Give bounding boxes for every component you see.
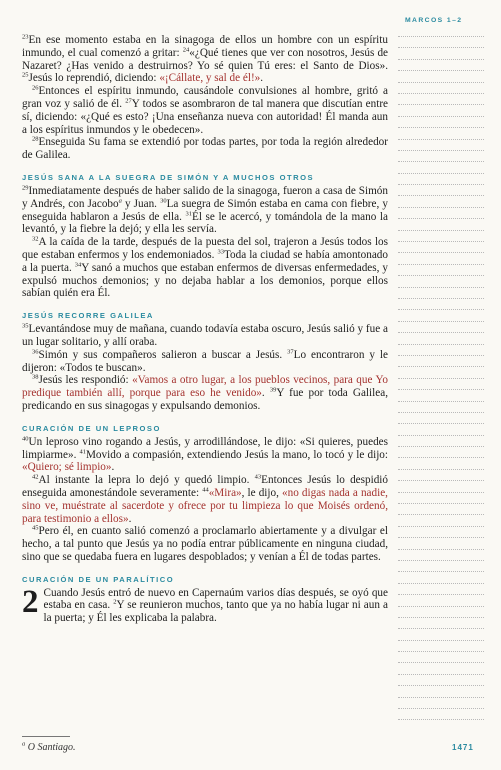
paragraph: [22, 474, 388, 525]
paragraph-text: [22, 474, 388, 525]
note-line: [398, 549, 484, 550]
note-line: [398, 309, 484, 310]
note-line: [398, 412, 484, 413]
note-line: [398, 332, 484, 333]
section-heading: CURACIÓN DE UN PARALÍTICO: [22, 574, 175, 584]
note-line: [398, 560, 484, 561]
verse-number: 27: [125, 97, 132, 105]
paragraph: [22, 436, 388, 474]
verse-text: Un leproso vino rogando a Jesús, y arrodillándose, le dijo: «Si quieres, puedes limpiarme».: [22, 435, 388, 461]
note-line: [398, 344, 484, 345]
note-line: [398, 264, 484, 265]
note-line: [398, 184, 484, 185]
paragraph-text: [22, 85, 388, 136]
note-line: [398, 674, 484, 675]
verse-number: 26: [32, 84, 39, 92]
section-0: [22, 34, 388, 162]
note-line: [398, 70, 484, 71]
chapter-number: 2: [22, 583, 39, 620]
paragraph-text: [22, 374, 388, 412]
verse-text: Simón y sus compañeros salieron a buscar a Jesús.: [38, 348, 288, 361]
verse-number: 36: [32, 348, 39, 355]
verse-number: 34: [74, 261, 82, 269]
note-line: [398, 241, 484, 242]
note-line: [398, 583, 484, 584]
verse-text: .: [111, 461, 115, 474]
verse-text: Movido a compasión, extendiendo Jesús la mano, lo tocó y le dijo:: [85, 448, 389, 461]
verse-text: Y se reunieron muchos, tanto que ya no había lugar ni aun a la puerta; y Él les explicaba la palabra.: [43, 599, 388, 625]
note-line: [398, 252, 484, 253]
note-line: [398, 173, 484, 174]
note-line: [398, 469, 484, 470]
verse-text: Pero él, en cuanto salió comenzó a proclamarlo abiertamente y a divulgar el hecho, a tal punto que Jesús ya no podía entrar públicamente en ninguna ciudad, sino que se quedaba fuera en lugares despoblados; y venían a Él de todas partes.: [22, 525, 388, 563]
note-line: [398, 606, 484, 607]
note-line: [398, 36, 484, 37]
verse-number: 38: [32, 373, 39, 381]
paragraph-text: [22, 136, 388, 162]
note-line: [398, 218, 484, 219]
verse-text: «¿Qué tienes que ver con nosotros, Jesús de Nazaret? ¿Has venido a destruirnos? Yo sé quien Tú eres: el Santo de Dios».: [22, 46, 389, 72]
verse-number: 43: [254, 473, 262, 481]
footnote-marker: a: [22, 740, 26, 748]
verse-text: Cuando Jesús entró de nuevo en Capernaúm varios días después, se oyó que estaba en casa.: [43, 586, 388, 612]
verse-text: Jesús les respondió:: [38, 374, 133, 387]
footnote-rule: [22, 736, 70, 737]
verse-number: 44: [202, 486, 209, 494]
verse-number: 40: [22, 434, 29, 442]
words-of-jesus: «Vamos a otro lugar, a los pueblos vecinos, para que Yo predique también allí, porque para eso he venido»: [22, 374, 388, 400]
note-line: [398, 662, 484, 663]
note-line: [398, 651, 484, 652]
note-line: [398, 697, 484, 698]
verse-text: Jesús lo reprendió, diciendo:: [28, 72, 160, 85]
words-of-jesus: «¡Cállate, y sal de él!»: [159, 72, 261, 85]
paragraph-text: [22, 436, 388, 474]
verse-number: 32: [32, 235, 39, 243]
verse-text: , le dijo,: [241, 486, 283, 499]
verse-number: 42: [32, 473, 39, 481]
paragraph: [22, 34, 388, 85]
section-2: [22, 311, 388, 413]
note-line: [398, 230, 484, 231]
note-line: [398, 389, 484, 390]
note-line: [398, 526, 484, 527]
verse-number: 31: [185, 209, 192, 217]
footnote-text: O Santiago.: [27, 742, 76, 753]
paragraph-text: [22, 323, 388, 349]
verse-text: Inmediatamente después de haber salido de la sinagoga, fueron a casa de Simón y Andrés, con Jacobo: [22, 184, 388, 210]
notes-column: [398, 36, 484, 726]
verse-text: .: [261, 387, 270, 400]
note-line: [398, 275, 484, 276]
note-line: [398, 150, 484, 151]
note-line: [398, 195, 484, 196]
note-line: [398, 719, 484, 720]
main-text-column: [22, 34, 388, 625]
paragraph: [22, 323, 388, 349]
note-line: [398, 492, 484, 493]
note-line: [398, 127, 484, 128]
verse-text: Toda la ciudad se había amontonado a la puerta.: [22, 248, 388, 274]
section-heading: JESÚS RECORRE GALILEA: [22, 311, 154, 321]
note-line: [398, 503, 484, 504]
running-header: MARCOS 1–2: [405, 17, 463, 24]
verse-number: 29: [22, 184, 29, 192]
paragraph: [22, 349, 388, 375]
verse-text: A la caída de la tarde, después de la puesta del sol, trajeron a Jesús todos los que estaban enfermos y los endemoniados.: [22, 236, 388, 261]
section-heading: CURACIÓN DE UN LEPROSO: [22, 423, 161, 433]
note-line: [398, 708, 484, 709]
verse-text: Entonces Jesús lo despidió enseguida amonestándole severamente:: [22, 474, 389, 499]
chapter-text: [44, 587, 389, 625]
verse-number: 41: [79, 447, 86, 455]
verse-text: .: [260, 72, 264, 85]
words-of-jesus: «Mira»: [208, 486, 242, 499]
paragraph-text: [22, 185, 388, 236]
verse-text: Entonces el espíritu inmundo, causándole convulsiones al hombre, gritó a gran voz y salió de él.: [22, 85, 388, 110]
paragraph: [22, 525, 388, 563]
chapter-paragraph: [22, 583, 388, 625]
paragraph-text: [22, 34, 388, 85]
note-line: [398, 207, 484, 208]
verse-number: 33: [217, 248, 224, 256]
note-line: [398, 116, 484, 117]
verse-number: 24: [182, 46, 190, 54]
note-line: [398, 93, 484, 94]
verse-text: Enseguida Su fama se extendió por todas partes, por toda la región alrededor de Galilea.: [22, 136, 388, 162]
verse-text: Lo encontraron y le dijeron: «Todos te buscan».: [22, 348, 388, 374]
note-line: [398, 59, 484, 60]
note-line: [398, 640, 484, 641]
note-line: [398, 423, 484, 424]
verse-text: En ese momento estaba en la sinagoga de ellos un hombre con un espíritu inmundo, el cual comenzó a gritar:: [22, 34, 388, 59]
note-line: [398, 685, 484, 686]
note-line: [398, 366, 484, 367]
paragraph: [22, 85, 388, 136]
verse-text: Al instante la lepra lo dejó y quedó limpio.: [38, 474, 255, 487]
note-line: [398, 378, 484, 379]
verse-text: .: [128, 512, 132, 525]
note-line: [398, 161, 484, 162]
note-line: [398, 298, 484, 299]
note-line: [398, 594, 484, 595]
note-line: [398, 514, 484, 515]
page-number: 1471: [452, 743, 474, 752]
note-line: [398, 617, 484, 618]
words-of-jesus: «no digas nada a nadie, sino ve, muéstrate al sacerdote y ofrece por tu limpieza lo que Moisés ordenó, para testimonio a ellos»: [22, 486, 388, 525]
footnote-ref: a: [118, 197, 122, 205]
paragraph: [22, 136, 388, 162]
note-line: [398, 401, 484, 402]
note-line: [398, 537, 484, 538]
verse-text: Y todos se asombraron de tal manera que discutían entre sí, diciendo: «¿Qué es esto? ¡Una enseñanza nueva con autoridad! Él manda aun a los espíritus inmundos y le obedecen».: [22, 97, 389, 136]
verse-number: 37: [287, 348, 294, 355]
verse-number: 39: [269, 386, 277, 394]
verse-number: 2: [113, 598, 117, 606]
verse-number: 25: [22, 71, 29, 79]
note-line: [398, 47, 484, 48]
verse-number: 23: [22, 33, 29, 41]
note-line: [398, 435, 484, 436]
note-line: [398, 355, 484, 356]
note-line: [398, 139, 484, 140]
paragraph: [22, 185, 388, 236]
paragraph: [22, 374, 388, 412]
note-line: [398, 104, 484, 105]
section-1: [22, 173, 388, 300]
verse-text: Y fue por toda Galilea, predicando en sus sinagogas y expulsando demonios.: [22, 387, 388, 412]
note-line: [398, 287, 484, 288]
paragraph-text: [22, 525, 388, 563]
footnote: [22, 742, 76, 753]
note-line: [398, 571, 484, 572]
paragraph-text: [22, 236, 388, 300]
verse-text: La suegra de Simón estaba en cama con fiebre, y enseguida hablaron a Jesús de ella.: [22, 197, 388, 223]
verse-text: y Juan.: [121, 197, 161, 210]
note-line: [398, 480, 484, 481]
verse-number: 28: [32, 135, 39, 143]
verse-number: 45: [32, 524, 39, 532]
verse-text: Él se le acercó, y tomándola de la mano la levantó, y la fiebre la dejó; y ella les servía.: [22, 210, 388, 236]
note-line: [398, 82, 484, 83]
section-4: [22, 575, 388, 625]
verse-text: Y sanó a muchos que estaban enfermos de diversas enfermedades, y expulsó muchos demonios; y no dejaba hablar a los demonios, porque ellos sabían quién era Él.: [22, 261, 388, 300]
note-line: [398, 457, 484, 458]
paragraph: [22, 236, 388, 300]
verse-number: 35: [22, 322, 29, 330]
note-line: [398, 628, 484, 629]
paragraph-text: [22, 349, 388, 375]
words-of-jesus: «Quiero; sé limpio»: [22, 461, 112, 474]
verse-text: Levantándose muy de mañana, cuando todavía estaba oscuro, Jesús salió y fue a un lugar solitario, y allí oraba.: [22, 323, 388, 348]
section-heading: JESÚS SANA A LA SUEGRA DE SIMÓN Y A MUCHOS OTROS: [22, 172, 315, 182]
note-line: [398, 446, 484, 447]
section-3: [22, 424, 388, 564]
verse-number: 30: [160, 197, 167, 205]
note-line: [398, 321, 484, 322]
